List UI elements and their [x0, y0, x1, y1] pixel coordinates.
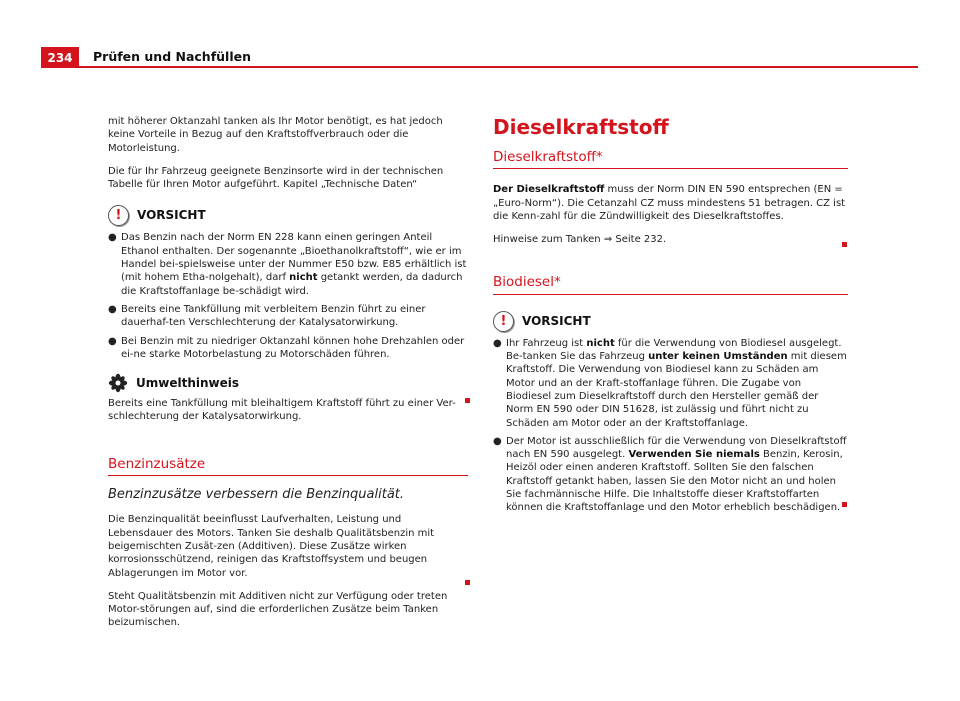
caution-text: Benzin, Kerosin, Heizöl oder einen anderen Kraftstoff. Sollten Sie den falschen Kraftstoff getankt haben, lassen Sie den Motor nicht an und holen Sie fachmännische Hilfe. Die Inhaltstoffe dieser Kraftstoffarten können die Kraftstoffanlage und den Motor erheblich beschädigen.: [506, 449, 843, 514]
intro-paragraph: mit höherer Oktanzahl tanken als Ihr Motor benötigt, es hat jedoch keine Vorteile in Bezug auf den Kraftstoffverbrauch oder die Motorleistung.: [108, 116, 443, 154]
section-rule: [493, 168, 848, 169]
caution-heading: [108, 205, 468, 226]
page-number: 234: [41, 47, 79, 68]
section-paragraph: Die Benzinqualität beeinflusst Laufverhalten, Leistung und Lebensdauer des Motors. Tanken Sie deshalb Qualitätsbenzin mit beigemischten Zusät-zen (Additiven). Diese Zusätze wirken korrosionsschützend, reinigen das Kraftstoffsystem und beugen Ablagerungen im Motor vor.: [108, 514, 435, 579]
list-item: [108, 335, 468, 362]
list-item: [493, 337, 848, 430]
fuel-type-paragraph: Die für Ihr Fahrzeug geeignete Benzinsorte wird in der technischen Tabelle für Ihren Motor aufgeführt. Kapitel „Technische Daten“: [108, 165, 444, 191]
caution-heading: [493, 311, 848, 332]
section-end-marker: [465, 580, 470, 585]
section-end-marker: [842, 242, 847, 247]
caution-emphasis: Verwenden Sie niemals: [628, 449, 760, 461]
list-item: [108, 231, 468, 297]
bullet-icon: ●: [493, 337, 502, 349]
section-rule: [108, 475, 468, 476]
main-heading: Dieselkraftstoff: [493, 115, 669, 139]
environment-heading: [108, 373, 468, 393]
section-rule: [493, 294, 848, 295]
section-heading: Biodiesel*: [493, 274, 561, 291]
caution-text: Der Motor ist ausschließlich für die Verwendung von Dieselkraftstoff nach EN 590 ausgelegt.: [506, 435, 847, 461]
section-heading: Benzinzusätze: [108, 455, 206, 472]
caution-emphasis: unter keinen Umständen: [648, 351, 788, 363]
section-subheading: Benzinzusätze verbessern die Benzinqualität.: [108, 487, 405, 503]
caution-text: getankt werden, da dadurch die Kraftstoffanlage be-schädigt wird.: [121, 272, 463, 297]
caution-text: Bereits eine Tankfüllung mit verbleitem Benzin führt zu einer dauerhaf-ten Verschlechterung der Katalysatorwirkung.: [121, 303, 426, 329]
arrow-icon: ⇒: [603, 234, 613, 246]
right-column: [493, 115, 848, 515]
caution-text: Bei Benzin mit zu niedriger Oktanzahl können hohe Drehzahlen oder ei-ne starke Motorbelastung zu Motorschäden führen.: [121, 335, 465, 360]
page-title: Prüfen und Nachfüllen: [93, 49, 251, 64]
left-column: [108, 115, 468, 630]
environment-text: Bereits eine Tankfüllung mit bleihaltigem Kraftstoff führt zu einer Ver-schlechterung der Katalysatorwirkung.: [108, 398, 456, 423]
warning-icon: !: [493, 311, 514, 332]
bullet-icon: ●: [108, 232, 117, 244]
paragraph-text: muss der Norm DIN EN 590 entsprechen (EN = „Euro-Norm“). Die Cetanzahl CZ muss mindestens 51 betragen. CZ ist die Kenn-zahl für die Zündwilligkeit des Dieselkraftstoffes.: [493, 184, 846, 222]
paragraph-text: Hinweise zum Tanken: [493, 234, 604, 246]
page-reference-link[interactable]: Seite 232.: [612, 234, 667, 246]
section-heading: Dieselkraftstoff*: [493, 149, 603, 165]
caution-text: Das Benzin nach der Norm EN 228 kann einen geringen Anteil Ethanol enthalten. Der sogenannte „Bioethanolkraftstoff“, wie er im Handel bei-spielsweise unter der Nummer E50 bzw. E85 erhältlich ist (mit hohem Etha-nolgehalt), darf: [121, 232, 467, 284]
bullet-icon: ●: [108, 335, 117, 347]
bullet-icon: ●: [108, 303, 117, 315]
list-item: [493, 435, 848, 515]
caution-title: VORSICHT: [522, 313, 591, 328]
list-item: [108, 303, 468, 330]
paragraph-emphasis: Der Dieselkraftstoff: [493, 184, 605, 196]
leaf-icon: [108, 373, 128, 393]
section-paragraph: Steht Qualitätsbenzin mit Additiven nicht zur Verfügung oder treten Motor-störungen auf, sind die erforderlichen Zusätze beim Tanken beizumischen.: [108, 590, 448, 629]
section-end-marker: [465, 398, 470, 403]
caution-emphasis: nicht: [586, 337, 615, 349]
caution-text: für die Verwendung von Biodiesel ausgelegt. Be-tanken Sie das Fahrzeug: [506, 337, 842, 363]
caution-title: VORSICHT: [137, 208, 206, 223]
caution-text: Ihr Fahrzeug ist: [506, 337, 587, 349]
caution-text: mit diesem Kraftstoff. Die Verwendung von Biodiesel kann zu Schäden am Motor und an der Kraft-stoffanlage führen. Die Zugabe von Biodiesel zum Dieselkraftstoff durch den Hersteller gemäß der Norm EN 590 oder DIN 51628, ist zulässig und führt nicht zu Schäden am Motor oder an der Kraftstoffanlage.: [506, 351, 847, 429]
bullet-icon: ●: [493, 435, 502, 447]
section-end-marker: [842, 502, 847, 507]
warning-icon: !: [108, 205, 129, 226]
caution-emphasis: nicht: [289, 272, 318, 284]
header-rule: [41, 66, 918, 68]
environment-title: Umwelthinweis: [136, 375, 240, 390]
